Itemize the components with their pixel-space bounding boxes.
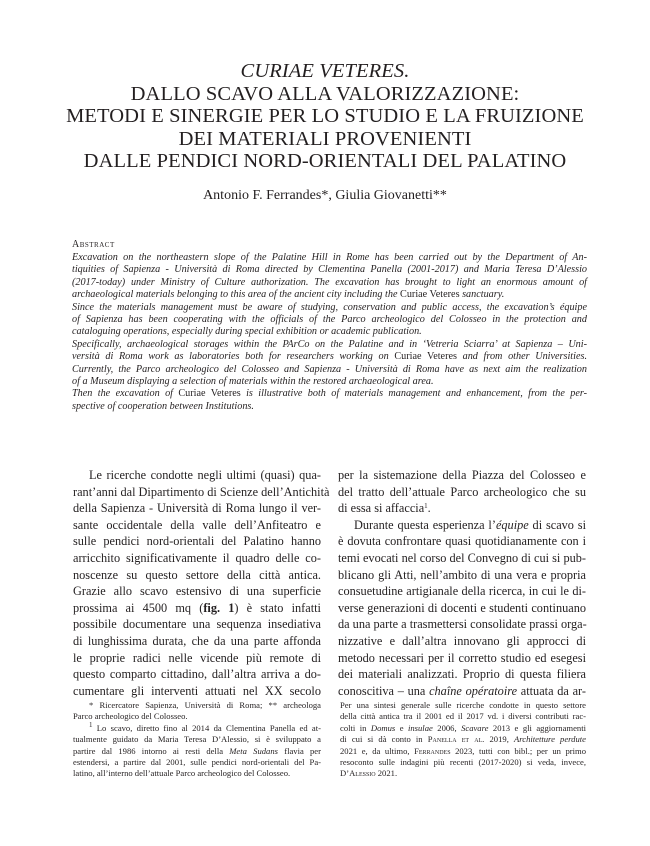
- abstract-heading: Abstract: [72, 239, 115, 250]
- body-line: le proprie radici nelle vicende più remote di: [73, 650, 321, 665]
- footnotes-right: [340, 700, 586, 780]
- body-line: cumentare gli interventi attuati nel XX secolo: [73, 683, 321, 698]
- body-line: per la sistemazione della Piazza del Colosseo e: [338, 468, 586, 482]
- abstract-line: cataloguing operations, especially during special exhibition or academic publication.: [72, 326, 422, 338]
- body-line: noscenze su questo settore della città antica.: [73, 567, 321, 582]
- title-line-2: DALLO SCAVO ALLA VALORIZZAZIONE:: [130, 82, 520, 105]
- abstract-line: archaeological materials belonging to this area of the ancient city including the Curiae Veteres sanctuary.: [72, 289, 505, 301]
- abstract-line: Specifically, archaeological storages within the PArCo on the Palatine and in ‘Vetreria Sciarra’ at Sapienza – Uni-: [72, 338, 587, 350]
- abstract: [72, 239, 587, 413]
- footnote-marker[interactable]: 1: [424, 502, 428, 511]
- body-line: della Sapienza - Università di Roma lungo il ver-: [73, 501, 321, 516]
- title-line-5: DALLE PENDICI NORD-ORIENTALI DEL PALATINO: [83, 150, 567, 172]
- body-line: è dovuta confrontare quasi quotidianamente con i: [338, 534, 586, 549]
- footnote-line: $^1$ Lo scavo, diretto fino al 2014 da Clementina Panella ed at-: [89, 720, 321, 733]
- footnote-line: Per una sintesi generale sulle ricerche condotte in questo settore: [340, 700, 586, 710]
- abstract-line: of Sapienza has been cooperating with the officials of the Parco archeologico del Colosseo in the protection and: [72, 314, 587, 326]
- body-line: possibile documentare una sequenza insediativa: [73, 617, 321, 632]
- body-line: Le ricerche condotte negli ultimi (quasi) qua-: [89, 468, 321, 482]
- abstract-line: Currently, the Parco archeologico del Colosseo and Sapienza - Università di Roma have as next aim the realization: [72, 363, 587, 375]
- body-line: questo comparto cittadino, dall’altra arriva a do-: [73, 667, 321, 682]
- footnote-line: della città antica tra il 2001 ed il 2017 vd. i diversi contributi rac-: [340, 711, 586, 722]
- body-line: di essa si affaccia$^1$.: [338, 501, 431, 516]
- authors: Antonio F. Ferrandes*, Giulia Giovanetti**: [203, 188, 447, 203]
- body-line: Grazie allo scavo estensivo di una superficie: [73, 584, 321, 599]
- footnote-number: 1: [89, 720, 93, 729]
- abstract-line: of a Museum displaying a selection of materials within the restored archaeological area.: [72, 376, 434, 388]
- footnote-line: tualmente guidato da Maria Teresa D’Alessio, si è sviluppato a: [73, 734, 321, 745]
- footnote-line: latino, all’interno dell’attuale Parco archeologico del Colosseo.: [73, 768, 291, 779]
- body-line: verse generazioni di docenti e studenti continuano: [338, 600, 586, 615]
- abstract-line: spective of cooperation between Institutions.: [72, 400, 254, 412]
- body-line: del tratto dell’attuale Parco archeologico che su: [338, 484, 586, 499]
- abstract-line: Then the excavation of Curiae Veteres is illustrative both of materials management and enhancement, from the per-: [72, 388, 587, 400]
- footnote-line: resoconto sulle indagini più recenti (2017-2020) si veda, invece,: [340, 757, 586, 768]
- article-title: [40, 60, 610, 173]
- abstract-line: versità di Roma work as laboratories both for researchers working on Curiae Veteres and from other Universities.: [72, 351, 588, 363]
- body-line: da una parte a trasmettersi consolidate prassi orga-: [338, 617, 587, 632]
- body-line: nizzative e dall’altra innovano gli approcci di: [338, 633, 586, 648]
- body-line: sante occidentale della valle dell’Anfiteatro e: [73, 517, 321, 532]
- body-line: conoscitiva – una chaîne opératoire attuata da ar-: [338, 683, 586, 698]
- footnote-line: * Ricercatore Sapienza, Università di Roma; ** archeologa: [89, 700, 321, 710]
- body-line: blicano gli Atti, nell’ambito di una vera e propria: [338, 567, 586, 582]
- abstract-line: tiquities of Sapienza - Università di Roma directed by Clementina Panella (2001-2017) and Maria Teresa D’Alessio: [72, 264, 587, 276]
- title-line-3: METODI E SINERGIE PER LO STUDIO E LA FRUIZIONE: [66, 105, 584, 127]
- footnote-line: di cui si dà conto in Panella et al. 2019, Architetture perdute: [340, 734, 586, 745]
- body-line: arricchito significativamente il quadro delle co-: [73, 550, 321, 565]
- footnote-line: colti in Domus e insulae 2006, Scavare 2013 e gli aggiornamenti: [340, 722, 586, 733]
- body-column-right: [338, 467, 586, 699]
- body-line: rant’anni dal Dipartimento di Scienze dell’Antichità: [73, 484, 330, 499]
- body-column-left: [73, 467, 330, 699]
- footnote-line: 2021 e, da ultimo, Ferrandes 2023, tutti con bibl.; per un primo: [340, 745, 586, 756]
- body-line: consuetudine artigianale della ricerca, in cui le di-: [338, 584, 586, 599]
- title-line-1: CURIAE VETERES.: [240, 60, 410, 82]
- footnote-line: estendersi, a partire dal 2001, sulle pendici nord-orientali del Pa-: [73, 757, 321, 768]
- footnote-line: partire dal 1986 intorno ai resti della Meta Sudans flavia per: [73, 745, 321, 756]
- body-line: di lunghissima durata, che da una parte affonda: [73, 633, 321, 648]
- body-line: sulle pendici nord-orientali del Palatino hanno: [73, 534, 321, 549]
- abstract-line: Since the materials management must be aware of studying, conservation and public access, the excavation’s équipe: [72, 301, 587, 313]
- footnote-line: Parco archeologico del Colosseo.: [73, 711, 188, 722]
- body-line: Durante questa esperienza l’équipe di scavo si: [354, 517, 586, 532]
- body-line: metodo necessari per il corretto studio ed esegesi: [338, 650, 586, 665]
- footnote-line: D’Alessio 2021.: [340, 768, 398, 779]
- body-line: dei materiali analizzati. Proprio di questa filiera: [338, 667, 586, 682]
- title-line-4: DEI MATERIALI PROVENIENTI: [178, 127, 472, 150]
- footnotes-left: [73, 700, 321, 780]
- abstract-line: Excavation on the northeastern slope of the Palatine Hill in Rome has been carried out by the Department of An-: [72, 252, 587, 263]
- abstract-line: (2017-today) under Ministry of Culture authorization. The excavation has brought to light an enormous amount of: [72, 276, 587, 288]
- figure-reference[interactable]: fig. 1: [203, 600, 235, 615]
- body-line: temi evocati nel corso del Convegno di cui si pub-: [338, 550, 586, 565]
- body-line: prossima ai 4500 mq (fig. 1) è stato infatti: [73, 600, 321, 615]
